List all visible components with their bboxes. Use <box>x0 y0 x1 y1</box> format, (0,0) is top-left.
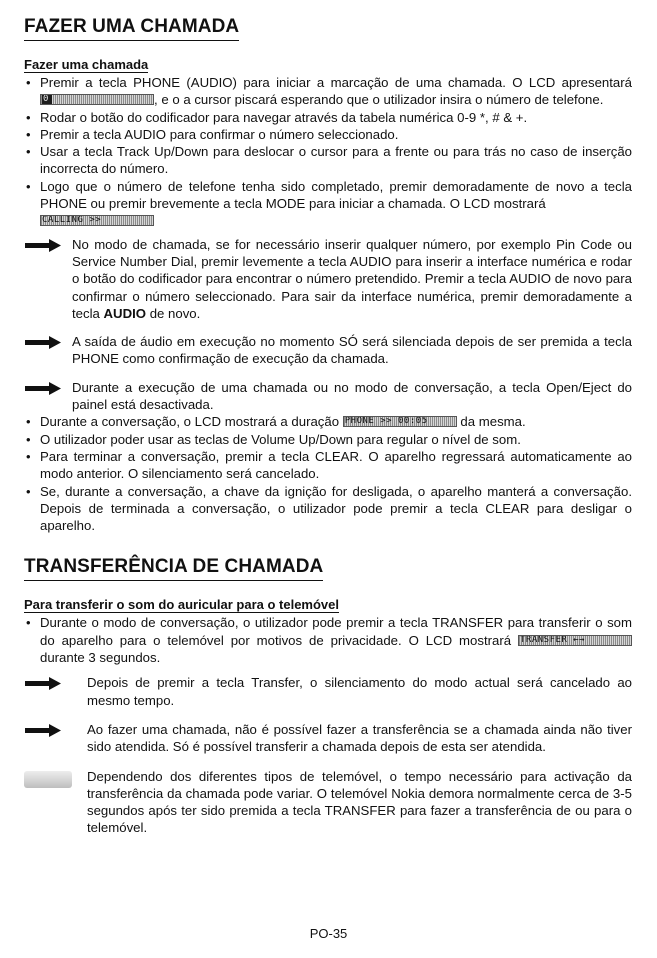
lcd-display-empty <box>40 94 154 105</box>
bullet-text: da mesma. <box>460 414 526 430</box>
note-audio-muted <box>24 333 632 368</box>
arrow-icon <box>25 724 61 737</box>
note-text: Ao fazer uma chamada, não é possível fazer a transferência se a chamada ainda não tiver sido atendida. Só é possível transferir a chamada depois de esta ser atendida. <box>87 721 632 755</box>
arrow-icon <box>25 382 61 395</box>
bullet-list-chamada <box>24 74 632 230</box>
list-item <box>24 413 632 430</box>
list-item: • Para terminar a conversação, premir a tecla CLEAR. O aparelho regressará automaticamente ao modo anterior. O silenciamento será cancelado. <box>24 448 632 483</box>
list-item: • Rodar o botão do codificador para navegar através da tabela numérica 0-9 *, # & +. <box>24 109 632 126</box>
note-numeric-interface <box>24 236 632 322</box>
bullet-text: Durante o modo de conversação, o utilizador pode premir a tecla TRANSFER para transferir o som do aparelho para o telemóvel por motivos de privacidade. O LCD mostrará <box>40 615 632 648</box>
note-transfer-timing <box>24 768 632 837</box>
note-transfer-unanswered <box>24 721 632 756</box>
info-tip-icon <box>24 771 72 788</box>
arrow-icon <box>25 239 61 252</box>
list-item: • Usar a tecla Track Up/Down para deslocar o cursor para a frente ou para trás no caso de inserção incorrecta do número. <box>24 143 632 178</box>
note-text: Depois de premir a tecla Transfer, o silenciamento do modo actual será cancelado ao mesmo tempo. <box>87 675 632 708</box>
note-text: de novo. <box>146 305 201 321</box>
lcd-display-transfer: TRANSFER ←→ <box>518 635 632 646</box>
note-eject-disabled <box>24 379 632 414</box>
bullet-text: , e o a cursor piscará esperando que o utilizador insira o número de telefone. <box>154 92 604 108</box>
note-text: Dependendo dos diferentes tipos de telemóvel, o tempo necessário para activação da transferência da chamada pode variar. O telemóvel Nokia demora normalmente cerca de 3-5 segundos após ter sido premida a tecla TRANSFER para fazer a transferência de ou para o telemóvel. <box>87 768 632 836</box>
subsection-title-transferir: Para transferir o som do auricular para o telemóvel <box>24 597 340 613</box>
subsection-title-fazer-chamada: Fazer uma chamada <box>24 57 149 72</box>
arrow-icon <box>25 677 61 690</box>
note-bold-audio: AUDIO <box>103 305 147 321</box>
list-item <box>24 178 632 230</box>
bullet-list-conversacao <box>24 413 632 534</box>
list-item: • Se, durante a conversação, a chave da ignição for desligada, o aparelho manterá a conversação. Depois de terminada a conversação, o utilizador pode premir a tecla CLEAR para desligar o aparelho. <box>24 483 632 535</box>
arrow-icon <box>25 336 61 349</box>
note-text: A saída de áudio em execução no momento SÓ será silenciada depois de ser premida a tecla PHONE como confirmação de execução da chamada. <box>72 334 632 367</box>
note-transfer-mute <box>24 674 632 709</box>
lcd-display-calling: CALLING >> <box>40 215 154 226</box>
section-title-transferencia: TRANSFERÊNCIA DE CHAMADA <box>24 556 323 581</box>
note-text: Durante a execução de uma chamada ou no modo de conversação, a tecla Open/Eject do painel está desactivada. <box>72 379 632 413</box>
lcd-display-duration: PHONE >> 00:05 <box>343 416 457 427</box>
bullet-text: Premir a tecla PHONE (AUDIO) para iniciar a marcação de uma chamada. O LCD apresentará <box>40 75 632 90</box>
list-item <box>24 614 632 666</box>
manual-page <box>24 16 632 837</box>
page-number: PO-35 <box>309 926 348 941</box>
bullet-text: Durante a conversação, o LCD mostrará a duração <box>40 414 340 430</box>
list-item: • O utilizador poder usar as teclas de Volume Up/Down para regular o nível de som. <box>24 431 632 448</box>
lcd-cursor: 0 <box>42 95 52 104</box>
list-item <box>24 74 632 109</box>
section-title-fazer-chamada: FAZER UMA CHAMADA <box>24 16 239 41</box>
note-text: No modo de chamada, se for necessário inserir qualquer número, por exemplo Pin Code ou Service Number Dial, premir levemente a tecla AUDIO para inserir a interface numérica e rodar o botão do codificador para encontrar o número pretendido. Premir a tecla AUDIO de novo para confirmar o número seleccionado. Para sair da interface numérica, premir demoradamente a tecla <box>72 236 632 321</box>
bullet-text: Logo que o número de telefone tenha sido completado, premir demoradamente de novo a tecla PHONE ou premir brevemente a tecla MODE para iniciar a chamada. O LCD mostrará <box>40 178 632 212</box>
list-item: • Premir a tecla AUDIO para confirmar o número seleccionado. <box>24 126 632 143</box>
bullet-list-transfer <box>24 614 632 666</box>
bullet-text: durante 3 segundos. <box>40 650 161 666</box>
